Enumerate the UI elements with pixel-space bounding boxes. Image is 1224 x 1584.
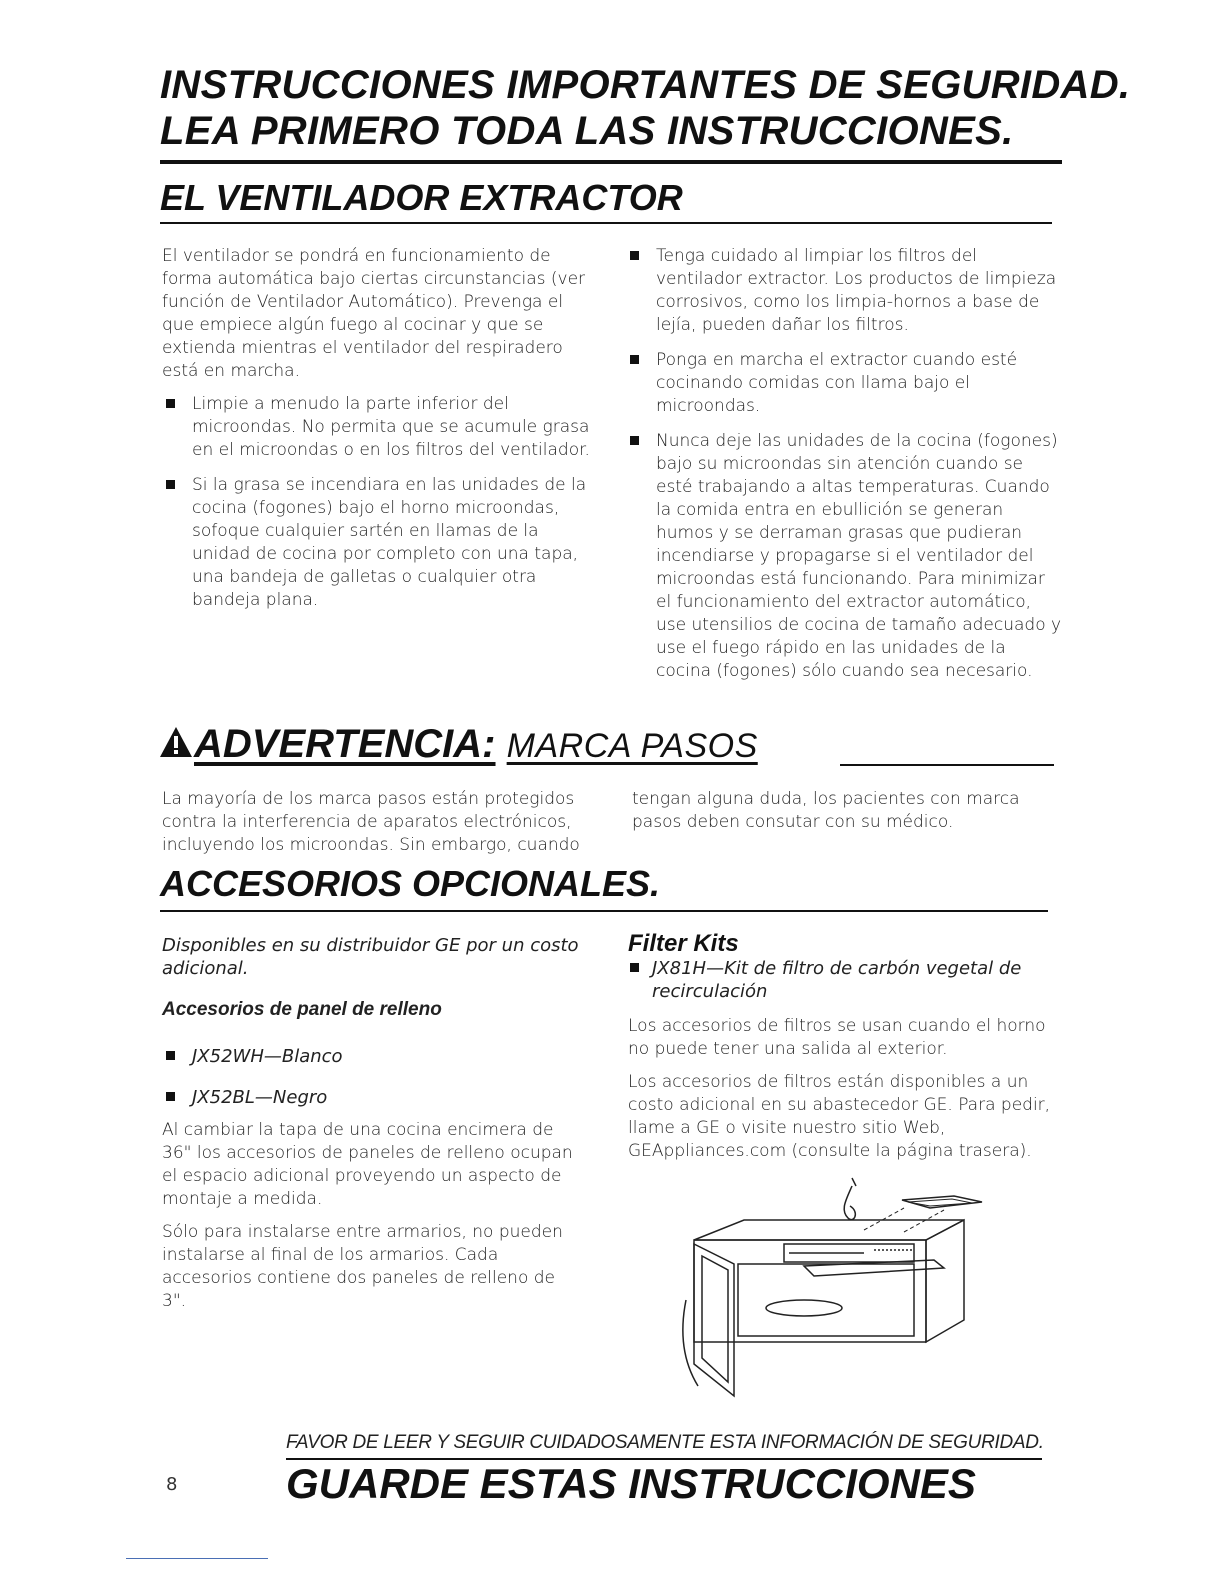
warning-right-text: tengan alguna duda, los pacientes con marca pasos deben consutar con su médico. <box>632 789 1020 832</box>
warning-triangle-icon <box>158 725 194 759</box>
accessories-availability: Disponibles en su distribuidor GE por un costo adicional. <box>162 935 579 979</box>
bullet-square-icon <box>166 399 175 408</box>
bullet-square-icon <box>166 1092 175 1101</box>
vent-right-column <box>626 245 1064 695</box>
list-item: Limpie a menudo la parte inferior del microondas. No permita que se acumule grasa en el microondas o en los filtros del ventilador. <box>162 393 592 462</box>
header-rule <box>160 160 1062 164</box>
footer-notice: FAVOR DE LEER Y SEGUIR CUIDADOSAMENTE ESTA INFORMACIÓN DE SEGURIDAD. <box>286 1432 1044 1453</box>
warning-topic: MARCA PASOS <box>506 727 758 765</box>
list-item: JX52WH—Blanco <box>162 1045 582 1068</box>
bullet-square-icon <box>166 1051 175 1060</box>
page-number: 8 <box>166 1474 178 1495</box>
list-item: JX81H—Kit de filtro de carbón vegetal de recirculación <box>628 957 1064 1003</box>
list-item: JX52BL—Negro <box>162 1086 582 1109</box>
bullet-square-icon <box>166 480 175 489</box>
filter-kits-title: Filter Kits <box>628 930 739 957</box>
page-title-line-1: INSTRUCCIONES IMPORTANTES DE SEGURIDAD. <box>160 63 1131 107</box>
filler-title: Accesorios de panel de relleno <box>162 999 442 1020</box>
filter-paragraph-1: Los accesorios de filtros se usan cuando el horno no puede tener una salida al exterior. <box>628 1016 1046 1059</box>
list-item: Nunca deje las unidades de la cocina (fogones) bajo su microondas sin atención cuando se esté trabajando a altas temperaturas. Cuando la comida entra en ebullición se generan humos y se derraman grasas que pudieran incendiarse y propagarse si el ventilador del microondas está funcionando. Para minimizar el funcionamiento del extractor automático, use utensilios de cocina de tamaño adecuado y use el fuego rápido en las unidades de la cocina (fogones) sólo cuando sea necesario. <box>626 430 1064 683</box>
accessories-left-column <box>162 934 582 1323</box>
filler-paragraph-1: Al cambiar la tapa de una cocina encimera de 36" los accesorios de paneles de relleno ocupan el espacio adicional proveyendo un aspecto de montaje a medida. <box>162 1120 573 1209</box>
footer-save-instructions: GUARDE ESTAS INSTRUCCIONES <box>286 1460 976 1507</box>
page-edge-mark <box>126 1558 268 1559</box>
list-item: Si la grasa se incendiara en las unidades de la cocina (fogones) bajo el horno microondas, sofoque cualquier sartén en llamas de la unidad de cocina por completo con una tapa, una bandeja de galletas o cualquier otra bandeja plana. <box>162 474 592 612</box>
warning-rule <box>840 764 1054 766</box>
microwave-illustration <box>664 1160 1004 1410</box>
warning-heading <box>158 722 758 767</box>
warning-left-text: La mayoría de los marca pasos están protegidos contra la interferencia de aparatos electrónicos, incluyendo los microondas. Sin embargo, cuando <box>162 789 580 855</box>
bullet-square-icon <box>630 436 639 445</box>
accessories-section-title: ACCESORIOS OPCIONALES. <box>160 863 661 904</box>
page-title-line-2: LEA PRIMERO TODA LAS INSTRUCCIONES. <box>160 109 1014 153</box>
vent-section-rule <box>160 222 1052 224</box>
accessories-right-column <box>628 932 1064 1173</box>
filter-paragraph-2: Los accesorios de filtros están disponibles a un costo adicional en su abastecedor GE. Para pedir, llame a GE o visite nuestro sitio Web, GEAppliances.com (consulte la página trasera). <box>628 1072 1051 1161</box>
filler-paragraph-2: Sólo para instalarse entre armarios, no pueden instalarse al final de los armarios. Cada accesorios contiene dos paneles de relleno de 3". <box>162 1222 563 1311</box>
bullet-square-icon <box>630 251 639 260</box>
warning-label: ADVERTENCIA: <box>194 722 496 766</box>
list-item: Ponga en marcha el extractor cuando esté cocinando comidas con llama bajo el microondas. <box>626 349 1064 418</box>
vent-left-column <box>162 245 592 624</box>
vent-section-title: EL VENTILADOR EXTRACTOR <box>160 177 683 218</box>
bullet-square-icon <box>630 355 639 364</box>
accessories-section-rule <box>160 910 1048 912</box>
list-item: Tenga cuidado al limpiar los filtros del ventilador extractor. Los productos de limpieza corrosivos, como los limpia-hornos a base de lejía, pueden dañar los filtros. <box>626 245 1064 337</box>
bullet-square-icon <box>630 963 639 972</box>
vent-intro: El ventilador se pondrá en funcionamiento de forma automática bajo ciertas circunstancias (ver función de Ventilador Automático). Prevenga el que empiece algún fuego al cocinar y que se extienda mientras el ventilador del respiradero está en marcha. <box>162 246 586 381</box>
